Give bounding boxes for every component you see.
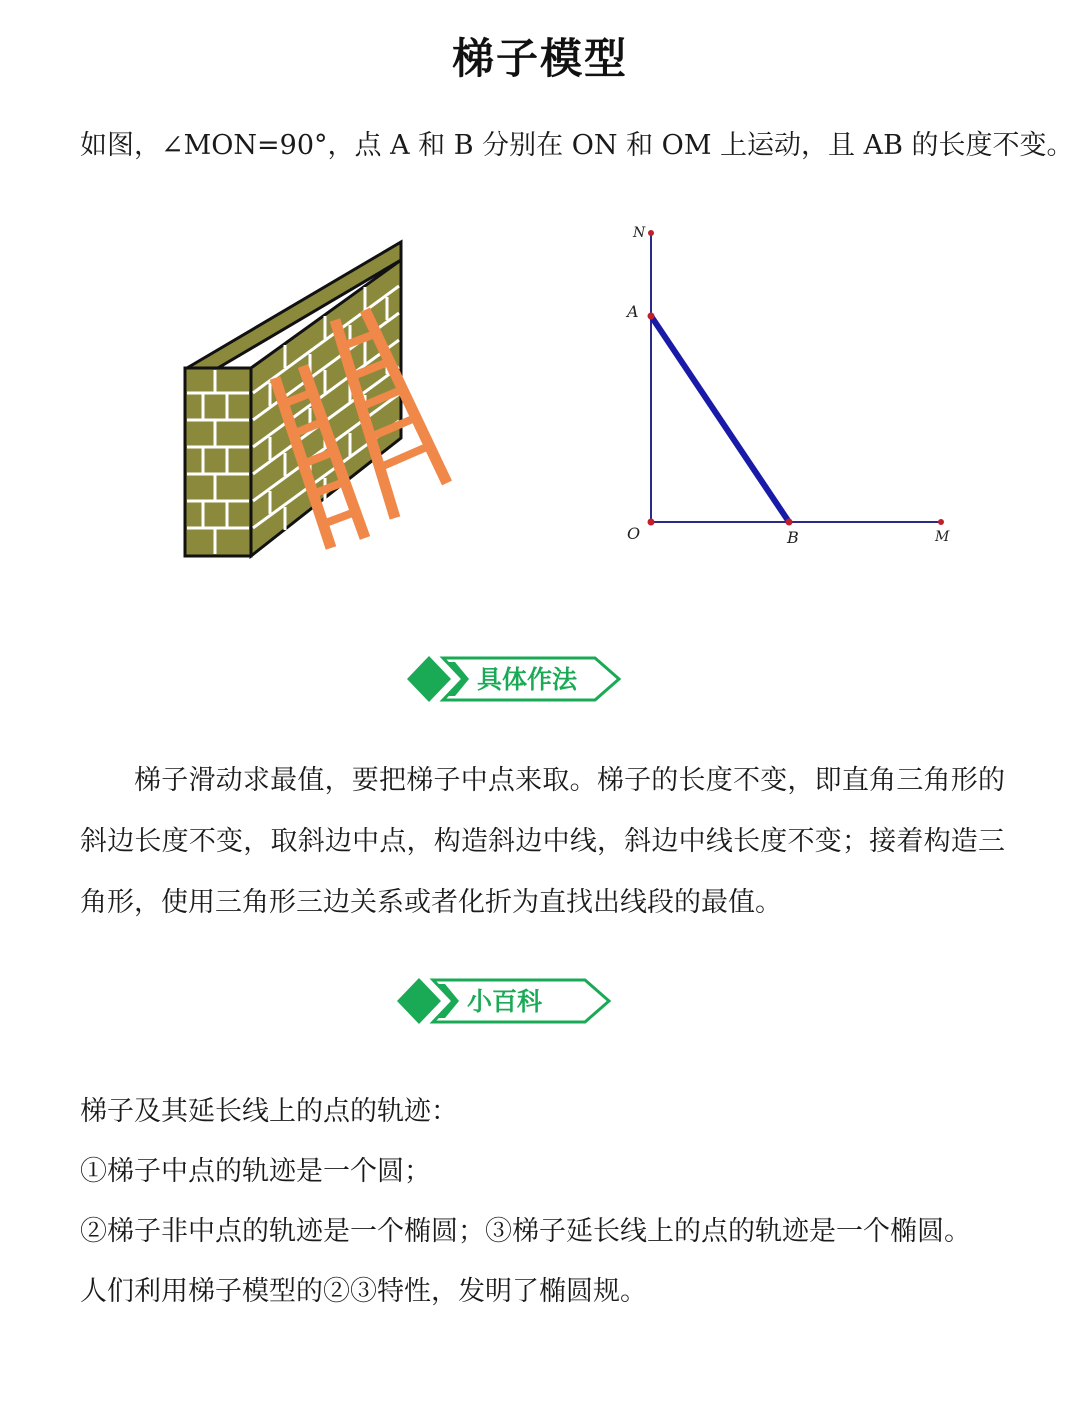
label-a: A	[627, 302, 639, 321]
wall-ladder-illustration	[175, 238, 465, 563]
intro-text: 如图，∠MON=90°，点 A 和 B 分别在 ON 和 OM 上运动，且 AB 的长度不变。	[80, 130, 1074, 161]
wiki-line: ②梯子非中点的轨迹是一个椭圆；③梯子延长线上的点的轨迹是一个椭圆。	[80, 1216, 971, 1247]
point-a	[648, 313, 655, 320]
right-angle-diagram	[615, 215, 975, 555]
method-paragraph: 梯子滑动求最值，要把梯子中点来取。梯子的长度不变，即直角三角形的斜边长度不变，取斜边中点，构造斜边中线，斜边中线长度不变；接着构造三角形，使用三角形三边关系或者化折为直找出线段的最值。	[80, 765, 1005, 918]
point-n	[648, 230, 654, 236]
label-n: N	[633, 225, 646, 241]
label-b: B	[787, 528, 799, 547]
label-o: O	[627, 524, 641, 543]
page-title: 梯子模型	[451, 34, 628, 83]
point-o	[648, 519, 655, 526]
segment-ab	[651, 316, 789, 522]
section-header-wiki	[395, 974, 615, 1028]
point-m	[938, 519, 944, 525]
wiki-line: 人们利用梯子模型的②③特性，发明了椭圆规。	[80, 1276, 647, 1307]
wiki-line: ①梯子中点的轨迹是一个圆；	[80, 1156, 431, 1187]
section-header-method	[405, 652, 625, 706]
section-heading-method: 具体作法	[477, 665, 578, 694]
section-heading-wiki: 小百科	[467, 987, 543, 1016]
wiki-line: 梯子及其延长线上的点的轨迹：	[80, 1096, 458, 1127]
label-m: M	[935, 529, 950, 545]
point-b	[786, 519, 793, 526]
